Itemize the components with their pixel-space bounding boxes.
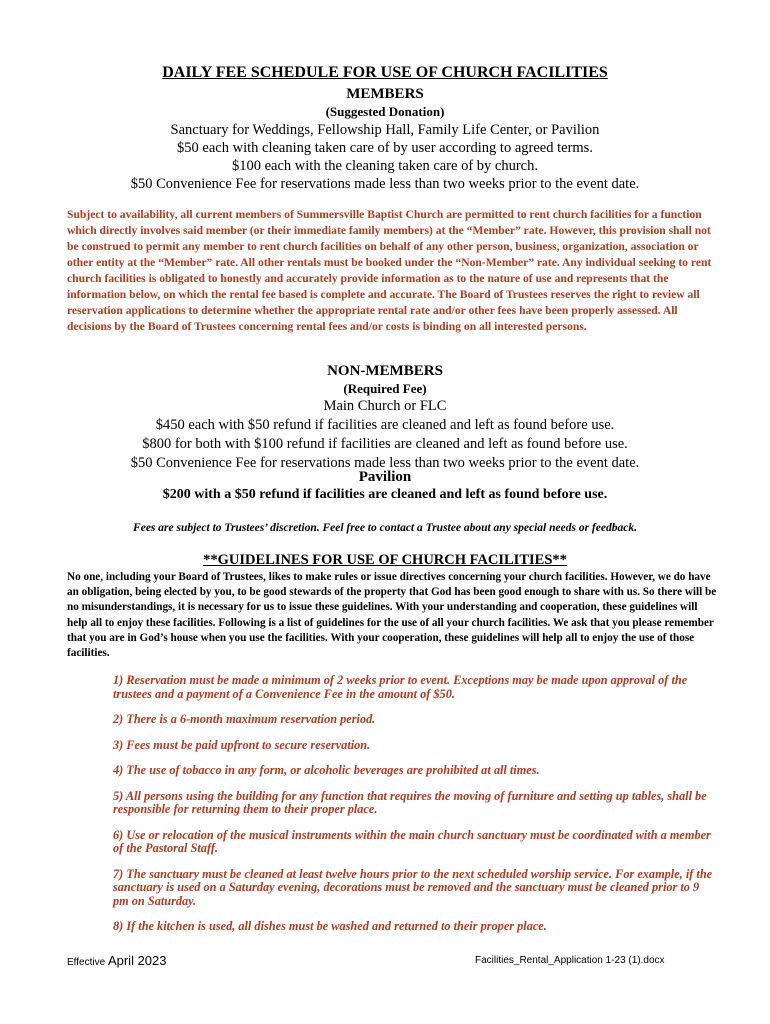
guideline-rule: 3) Fees must be paid upfront to secure reservation.	[113, 737, 371, 752]
members-line: Sanctuary for Weddings, Fellowship Hall, Family Life Center, or Pavilion	[170, 122, 600, 138]
members-line: $50 each with cleaning taken care of by user according to agreed terms.	[177, 140, 593, 156]
non-members-fee-lines	[0, 397, 770, 473]
guideline-rule: 4) The use of tobacco in any form, or alcoholic beverages are prohibited at all times.	[113, 763, 540, 777]
non-members-line: Main Church or FLC	[323, 398, 447, 414]
guidelines-heading: **GUIDELINES FOR USE OF CHURCH FACILITIES**	[203, 552, 567, 568]
guidelines-rules-list	[113, 674, 713, 934]
guideline-rule: 7) The sanctuary must be cleaned at least twelve hours prior to the next scheduled worship service. For example, if the sanctuary is used on a Saturday evening, decorations must be removed and the sanctuary must be cleaned prior to 9 pm on Saturday.	[113, 866, 713, 908]
members-subheading: (Suggested Donation)	[325, 104, 445, 119]
members-fee-lines	[0, 121, 770, 193]
guideline-rule: 2) There is a 6-month maximum reservation period.	[113, 712, 376, 726]
members-heading: MEMBERS	[346, 86, 424, 102]
guideline-rule: 1) Reservation must be made a minimum of 2 weeks prior to event. Exceptions may be made upon approval of the trustees and a payment of a Convenience Fee in the amount of $50.	[113, 673, 688, 701]
non-members-subheading: (Required Fee)	[343, 381, 427, 396]
footer-effective-label: Effective	[67, 957, 106, 968]
member-policy-paragraph: Subject to availability, all current members of Summersville Baptist Church are permitted to rent church facilities for a function which directly involves said member (or their immediate family members) at the “Member” rate. However, this provision shall not be construed to permit any member to rent church facilities on behalf of any other person, business, organization, association or other entity at the “Member” rate. All other rentals must be booked under the “Non-Member” rate. Any individual seeking to rent church facilities is obligated to honestly and accurately provide information as to the nature of use and represents that the information below, on which the rental fee based is complete and accurate. The Board of Trustees reserves the right to review all reservation applications to determine whether the appropriate rental rate and/or other fees have been properly assessed. All decisions by the Board of Trustees concerning rental fees and/or costs is binding on all interested persons.	[67, 208, 712, 333]
guidelines-intro: No one, including your Board of Trustees, likes to make rules or issue directives concerning your church facilities. However, we do have an obligation, being elected by you, to be good stewards of the property that God has been good enough to share with us. So there will be no misunderstandings, it is necessary for us to issue these guidelines. With your understanding and cooperation, these guidelines will help all to enjoy these facilities. Following is a list of guidelines for the use of all your church facilities. We ask that you please remember that you are in God’s house when you use the facilities. With your cooperation, these guidelines will help all to enjoy the use of those facilities.	[67, 571, 717, 660]
guideline-rule: 8) If the kitchen is used, all dishes must be washed and returned to their proper place.	[113, 919, 547, 933]
non-members-line: $800 for both with $100 refund if facilities are cleaned and left as found before use.	[142, 436, 628, 452]
fees-note: Fees are subject to Trustees’ discretion. Feel free to contact a Trustee about any special needs or feedback.	[133, 522, 637, 534]
footer-effective	[67, 953, 167, 968]
footer-effective-date: April 2023	[107, 953, 167, 968]
document-title: DAILY FEE SCHEDULE FOR USE OF CHURCH FACILITIES	[162, 64, 608, 81]
guideline-rule: 5) All persons using the building for any function that requires the moving of furniture and setting up tables, shall be responsible for returning them to their proper place.	[113, 788, 707, 816]
members-line: $100 each with the cleaning taken care of by church.	[232, 158, 538, 174]
members-line: $50 Convenience Fee for reservations made less than two weeks prior to the event date.	[130, 176, 640, 192]
non-members-line: $450 each with $50 refund if facilities are cleaned and left as found before use.	[155, 417, 615, 433]
pavilion-heading: Pavilion	[358, 469, 412, 485]
footer-filename: Facilities_Rental_Application 1-23 (1).docx	[475, 955, 665, 966]
pavilion-fee-line: $200 with a $50 refund if facilities are cleaned and left as found before use.	[162, 487, 608, 502]
non-members-heading: NON-MEMBERS	[327, 363, 443, 379]
non-members-line: $50 Convenience Fee for reservations made less than two weeks prior to the event date.	[130, 455, 640, 471]
guideline-rule: 6) Use or relocation of the musical instruments within the main church sanctuary must be coordinated with a member of the Pastoral Staff.	[113, 827, 711, 855]
